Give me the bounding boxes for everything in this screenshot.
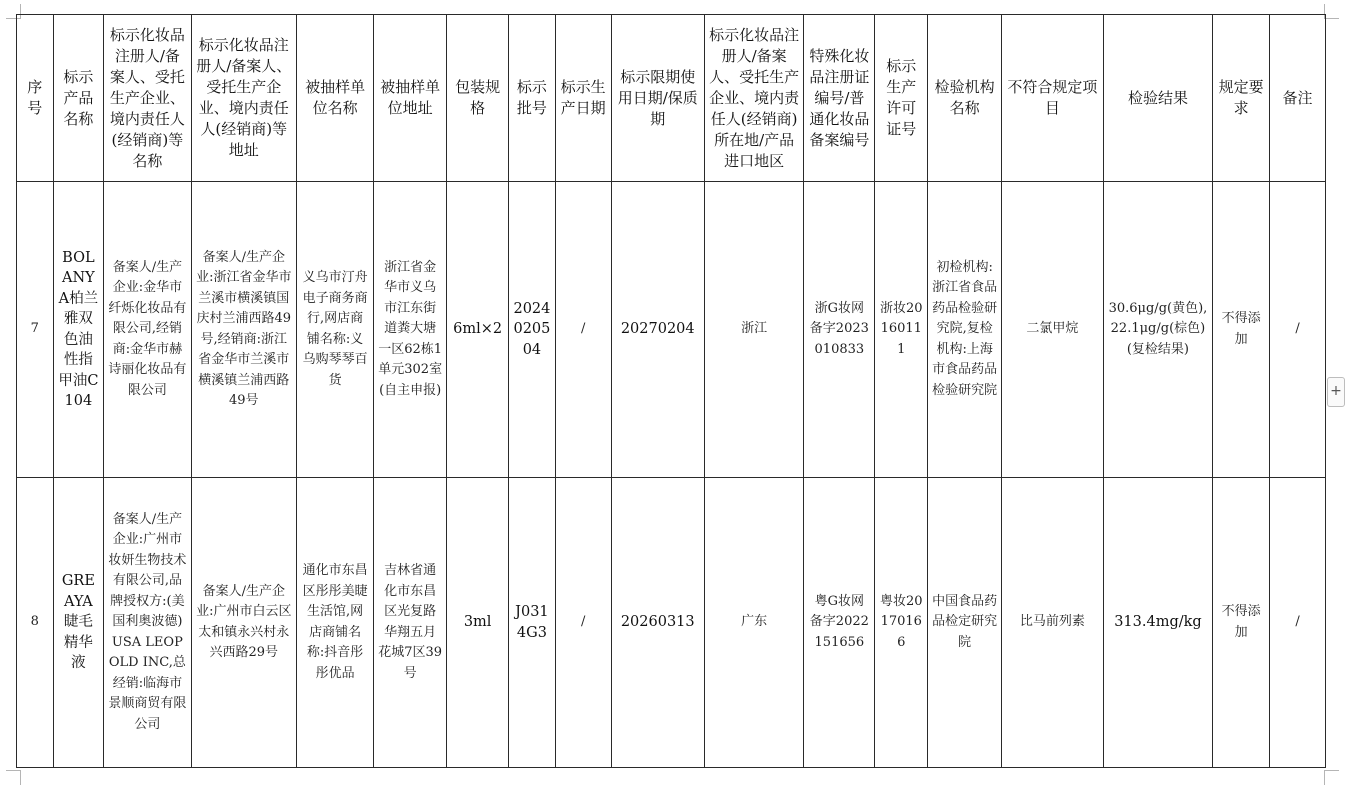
origin-cell: 广东 (704, 478, 803, 768)
production-date-cell: / (555, 478, 611, 768)
sampled-unit-address-cell: 吉林省通化市东昌区光复路华翔五月花城7区39号 (374, 478, 447, 768)
header-cell: 被抽样单位名称 (297, 15, 374, 182)
package-cell: 3ml (447, 478, 509, 768)
header-cell: 包装规格 (447, 15, 509, 182)
page-corner-bottom-right (1324, 770, 1339, 785)
product-name-cell: BOLANYA柏兰雅双色油性指甲油C104 (53, 182, 104, 478)
header-cell: 不符合规定项目 (1002, 15, 1103, 182)
result-cell: 30.6μg/g(黄色),22.1μg/g(棕色)(复检结果) (1103, 182, 1213, 478)
registrant-address-cell: 备案人/生产企业:浙江省金华市兰溪市横溪镇国庆村兰浦西路49号,经销商:浙江省金华市兰溪市横溪镇兰浦西路49号 (191, 182, 297, 478)
header-cell: 标示化妆品注册人/备案人、受托生产企业、境内责任人(经销商)等名称 (104, 15, 191, 182)
header-cell: 规定要求 (1213, 15, 1270, 182)
header-cell: 标示限期使用日期/保质期 (611, 15, 704, 182)
header-cell: 标示化妆品注册人/备案人、受托生产企业、境内责任人(经销商)所在地/产品进口地区 (704, 15, 803, 182)
header-cell: 特殊化妆品注册证编号/普通化妆品备案编号 (804, 15, 875, 182)
inspection-agency-cell: 中国食品药品检定研究院 (928, 478, 1002, 768)
header-cell: 检验结果 (1103, 15, 1213, 182)
registration-no-cell: 粤G妆网备字2022151656 (804, 478, 875, 768)
nonconforming-item-cell: 比马前列素 (1002, 478, 1103, 768)
header-cell: 备注 (1270, 15, 1326, 182)
package-cell: 6ml×2 (447, 182, 509, 478)
result-cell: 313.4mg/kg (1103, 478, 1213, 768)
license-no-cell: 粤妆20170166 (875, 478, 928, 768)
origin-cell: 浙江 (704, 182, 803, 478)
seq-cell: 8 (17, 478, 54, 768)
header-cell: 标示生产日期 (555, 15, 611, 182)
remark-cell: / (1270, 478, 1326, 768)
license-no-cell: 浙妆20160111 (875, 182, 928, 478)
page-corner-top-right (1324, 4, 1339, 19)
inspection-agency-cell: 初检机构:浙江省食品药品检验研究院,复检机构:上海市食品药品检验研究院 (928, 182, 1002, 478)
batch-cell: J0314G3 (509, 478, 556, 768)
registrant-name-cell: 备案人/生产企业:金华市纤烁化妆品有限公司,经销商:金华市赫诗丽化妆品有限公司 (104, 182, 191, 478)
registrant-name-cell: 备案人/生产企业:广州市妆妍生物技术有限公司,品牌授权方:(美国利奥波德)USA LEOPOLD INC,总经销:临海市景顺商贸有限公司 (104, 478, 191, 768)
header-cell: 标示生产许可证号 (875, 15, 928, 182)
page-corner-bottom-left (6, 770, 21, 785)
header-cell: 标示批号 (509, 15, 556, 182)
seq-cell: 7 (17, 182, 54, 478)
sampled-unit-address-cell: 浙江省金华市义乌市江东街道粪大塘一区62栋1单元302室(自主申报) (374, 182, 447, 478)
requirement-cell: 不得添加 (1213, 182, 1270, 478)
expand-table-handle[interactable]: + (1327, 377, 1345, 407)
batch-cell: 20240205 04 (509, 182, 556, 478)
product-name-cell: GREAYA睫毛精华液 (53, 478, 104, 768)
header-cell: 序号 (17, 15, 54, 182)
header-row (17, 15, 1326, 182)
expiry-cell: 20270204 (611, 182, 704, 478)
table-row (17, 182, 1326, 478)
sampled-unit-name-cell: 通化市东昌区彤彤美睫生活馆,网店商铺名称:抖音彤彤优品 (297, 478, 374, 768)
header-cell: 检验机构名称 (928, 15, 1002, 182)
expiry-cell: 20260313 (611, 478, 704, 768)
header-cell: 标示产品名称 (53, 15, 104, 182)
remark-cell: / (1270, 182, 1326, 478)
production-date-cell: / (555, 182, 611, 478)
header-cell: 被抽样单位地址 (374, 15, 447, 182)
registration-no-cell: 浙G妆网备字2023010833 (804, 182, 875, 478)
header-cell: 标示化妆品注册人/备案人、受托生产企业、境内责任人(经销商)等地址 (191, 15, 297, 182)
sampled-unit-name-cell: 义乌市汀舟电子商务商行,网店商铺名称:义乌购琴琴百货 (297, 182, 374, 478)
requirement-cell: 不得添加 (1213, 478, 1270, 768)
registrant-address-cell: 备案人/生产企业:广州市白云区太和镇永兴村永兴西路29号 (191, 478, 297, 768)
nonconforming-item-cell: 二氯甲烷 (1002, 182, 1103, 478)
table-row (17, 478, 1326, 768)
sampling-results-table (16, 14, 1326, 768)
